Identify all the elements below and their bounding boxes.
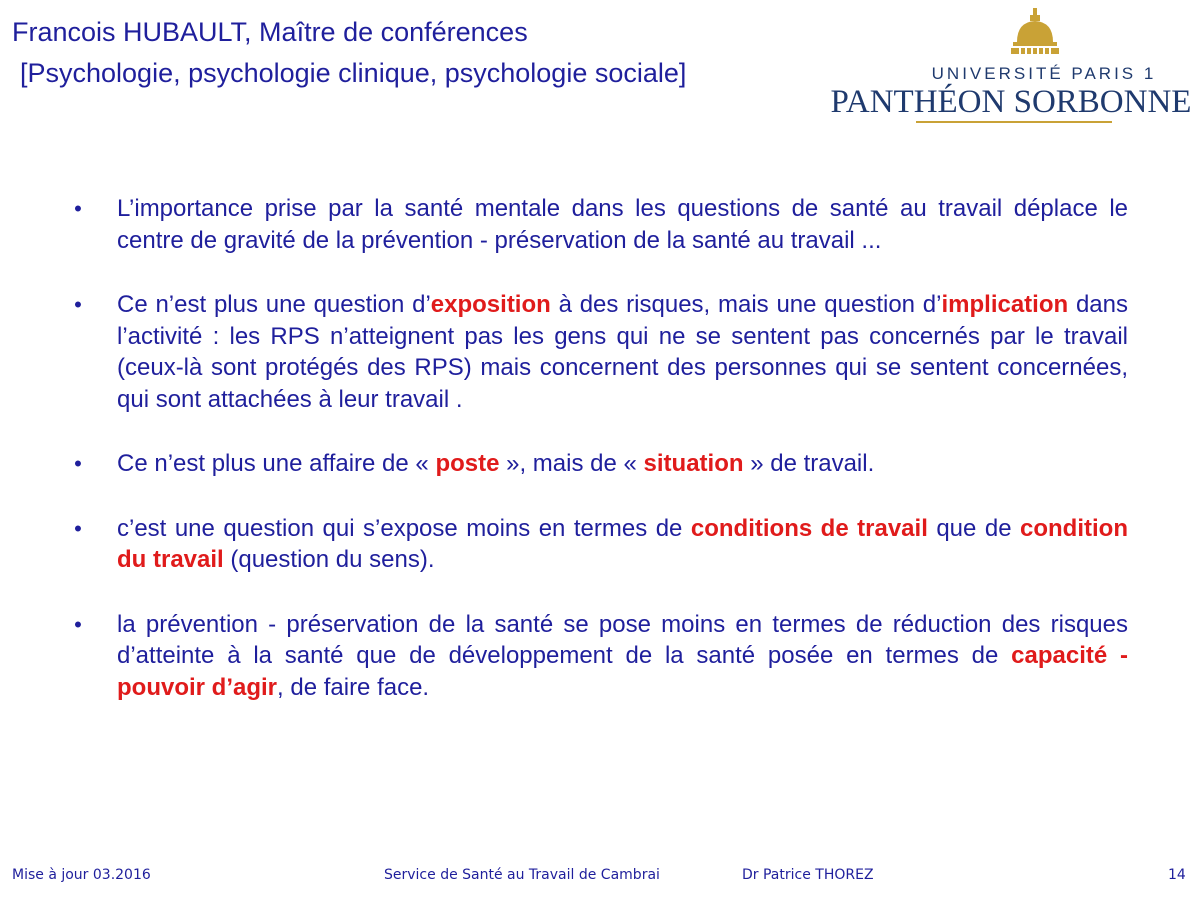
bullet-text: [117, 193, 1128, 256]
slide-title-line-2: [Psychologie, psychologie clinique, psychologie sociale]: [20, 58, 687, 88]
highlight-poste: poste: [435, 450, 500, 477]
bullet-text-part: » de travail.: [743, 450, 875, 477]
highlight-capacite-pouvoir-agir: capacité - pouvoir d’agir: [117, 642, 1129, 701]
bullet-dot-icon: •: [74, 611, 82, 637]
bullet-list: [68, 193, 1128, 736]
slide-title-line-1: Francois HUBAULT, Maître de conférences: [12, 17, 528, 47]
bullet-text-part: à des risques, mais une question d’: [550, 291, 942, 318]
bullet-item: [68, 193, 1128, 256]
logo-pantheon-sorbonne: PANTHÉON SORBONNE: [830, 84, 1192, 120]
bullet-dot-icon: •: [74, 292, 82, 317]
bullet-text: [117, 513, 1128, 576]
highlight-implication: implication: [941, 291, 1069, 318]
footer-update-date: Mise à jour 03.2016: [12, 867, 151, 883]
highlight-situation: situation: [643, 450, 744, 477]
bullet-text-part: (question du sens).: [223, 546, 435, 573]
highlight-conditions-de-travail: conditions de travail: [690, 514, 928, 542]
bullet-item: [68, 609, 1128, 704]
footer-service: Service de Santé au Travail de Cambrai: [384, 867, 660, 883]
highlight-condition-du-travail: condition du travail: [117, 514, 1128, 573]
bullet-text: [117, 289, 1128, 415]
bullet-text-part: », mais de «: [499, 450, 644, 477]
bullet-dot-icon: •: [74, 515, 82, 541]
bullet-text-part: que de: [927, 514, 1021, 542]
bullet-text-part: L’importance prise par la santé mentale dans les questions de santé au travail déplace le centre de gravité de la prévention - préservation de la santé au travail ...: [117, 195, 1128, 254]
bullet-item: [68, 289, 1128, 415]
bullet-text: [117, 609, 1128, 704]
bullet-text-part: , de faire face.: [277, 673, 430, 701]
bullet-dot-icon: •: [74, 451, 82, 476]
footer-author: Dr Patrice THOREZ: [742, 867, 874, 883]
pantheon-dome-icon: [1007, 8, 1063, 56]
bullet-text: [117, 448, 1128, 480]
bullet-dot-icon: •: [74, 196, 82, 221]
university-logo: [826, 8, 1196, 126]
bullet-item: [68, 513, 1128, 576]
bullet-text-part: dans l’activité : les RPS n’atteignent pas les gens qui ne se sentent pas concernés par le travail (ceux-là sont protégés des RPS) mais concernent des personnes qui se sentent concernées, qui sont attachées à leur travail .: [117, 291, 1128, 413]
bullet-text-part: Ce n’est plus une question d’: [117, 291, 431, 318]
bullet-text-part: Ce n’est plus une affaire de «: [117, 450, 436, 477]
highlight-exposition: exposition: [430, 291, 551, 318]
logo-university-paris-1: UNIVERSITÉ PARIS 1: [931, 64, 1157, 83]
bullet-text-part: c’est une question qui s’expose moins en termes de: [117, 514, 691, 542]
logo-gold-rule: [916, 121, 1112, 123]
bullet-text-part: la prévention - préservation de la santé se pose moins en termes de réduction des risques d’atteinte à la santé que de développement de la santé posée en termes de: [117, 610, 1128, 669]
footer-page-number: 14: [1168, 867, 1186, 883]
bullet-item: [68, 448, 1128, 480]
